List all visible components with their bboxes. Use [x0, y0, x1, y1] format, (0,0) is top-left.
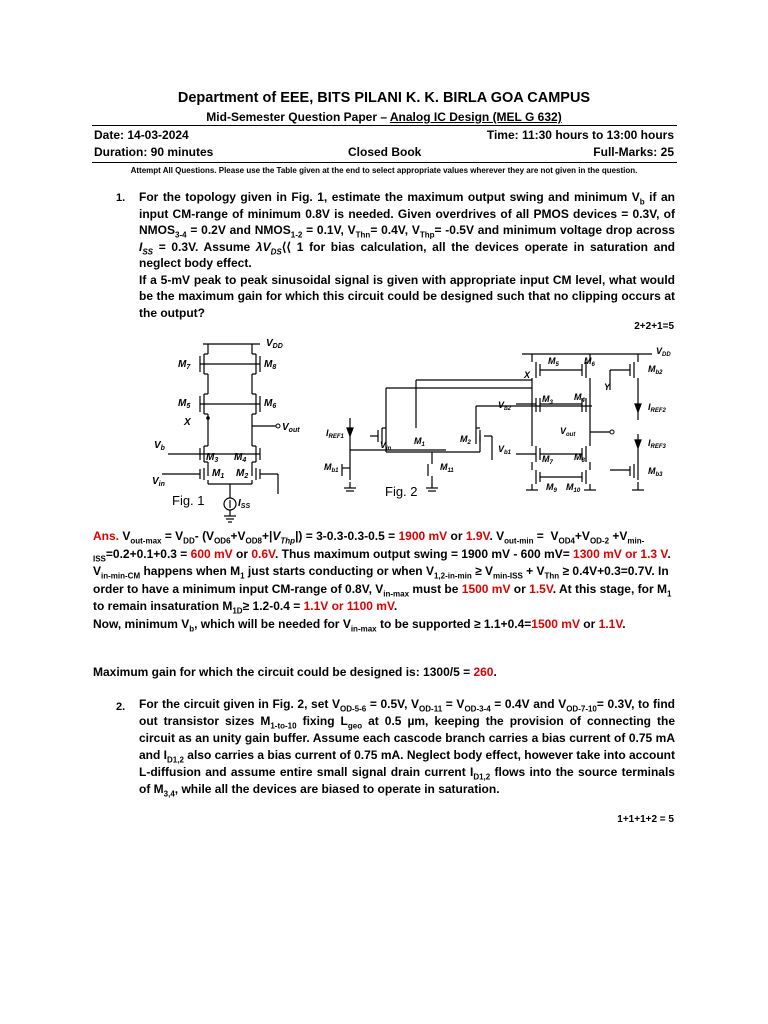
svg-text:M11	[440, 462, 454, 474]
svg-text:Vb2	[498, 400, 512, 412]
fig2-vin-sub: in	[386, 446, 392, 452]
fig1-m8-sub: 8	[272, 364, 277, 371]
fig1-vin: V	[152, 476, 159, 487]
fig2-mb1-sub: b1	[331, 468, 339, 474]
svg-text:M1	[414, 436, 426, 448]
fig1-vout: V	[282, 422, 289, 433]
svg-text:Vin	[152, 476, 165, 488]
fig1-m3-sub: 3	[214, 457, 219, 464]
fig2-m8: M	[574, 452, 582, 462]
svg-text:VDD	[266, 338, 283, 350]
fig2-vb1: V	[498, 444, 505, 454]
fig2-m5: M	[548, 356, 556, 366]
svg-text:M4	[574, 392, 586, 404]
svg-text:M10	[566, 482, 581, 494]
exam-duration: Duration: 90 minutes	[94, 145, 214, 159]
fig2-mb3: M	[648, 466, 656, 476]
fig2-vout-sub: out	[566, 432, 576, 438]
fig2-iref2: I	[648, 402, 651, 412]
fig1-iss-sub: SS	[240, 503, 251, 510]
fig2-m4: M	[574, 392, 582, 402]
fig2-vb2: V	[498, 400, 505, 410]
instructions: Attempt All Questions. Please use the Table given at the end to select appropriate values wherever they are not given in the question.	[130, 166, 638, 175]
q1-max-gain: Maximum gain for which the circuit could be designed is: 1300/5 = 260.	[93, 665, 497, 679]
fig1-vdd-sub: DD	[272, 343, 283, 350]
fig2-m3: M	[542, 394, 550, 404]
svg-text:M5	[178, 398, 190, 410]
svg-text:M9	[546, 482, 558, 494]
fig2-vb1-sub: b1	[504, 450, 512, 456]
fig2-m7: M	[542, 454, 550, 464]
fig2-m7-sub: 7	[549, 460, 553, 466]
fig2-m9-sub: 9	[553, 488, 557, 494]
fig1-vin-sub: in	[158, 481, 165, 488]
svg-text:Mb3	[648, 466, 663, 478]
fig2-caption: Fig. 2	[385, 484, 418, 499]
svg-text:M2	[460, 434, 472, 446]
svg-text:M8	[574, 452, 586, 464]
fig2-iref2-sub: REF2	[650, 408, 666, 414]
paper-prefix: Mid-Semester Question Paper –	[206, 110, 390, 124]
svg-text:M6	[264, 398, 276, 410]
svg-text:VDD	[656, 346, 671, 358]
fig2-mb2-sub: b2	[655, 370, 663, 376]
q1-number: 1.	[116, 192, 126, 204]
svg-text:IREF3	[648, 438, 667, 450]
exam-date: Date: 14-03-2024	[94, 128, 189, 142]
svg-text:Mb1	[324, 462, 339, 474]
fig1-vb: V	[154, 440, 161, 451]
fig2-m1: M	[414, 436, 422, 446]
fig2-m9: M	[546, 482, 554, 492]
fig1-m6: M	[264, 398, 273, 409]
fig1-m4: M	[234, 452, 243, 463]
svg-text:M1	[212, 468, 224, 480]
fig1-m7: M	[178, 359, 187, 370]
department-title: Department of EEE, BITS PILANI K. K. BIRLA GOA CAMPUS	[177, 90, 591, 106]
fig1-x: X	[184, 417, 191, 428]
fig2-x: X	[524, 370, 531, 380]
fig2-mb3-sub: b3	[655, 472, 663, 478]
fig1-iss: I	[238, 498, 241, 509]
fig2-m3-sub: 3	[549, 400, 553, 406]
header-rule-top	[92, 125, 677, 126]
fig2-vb2-sub: b2	[504, 406, 512, 412]
fig2-m10: M	[566, 482, 574, 492]
full-marks: Full-Marks: 25	[593, 145, 674, 159]
closed-book: Closed Book	[348, 145, 422, 159]
fig2-m6: M	[584, 356, 592, 366]
paper-subtitle	[0, 110, 768, 124]
svg-text:IREF2	[648, 402, 667, 414]
fig1-m7-sub: 7	[186, 364, 191, 371]
header-rule-bottom	[92, 162, 677, 163]
fig2-m6-sub: 6	[591, 362, 595, 368]
q1-text: For the topology given in Fig. 1, estimate the maximum output swing and minimum $V_b$ if an input CM-range of minimum 0.8V is needed. Given overdrives of all PMOS devices = 0.3V, of $NMOS_{3-4} = 0.2V$ and $NMOS_{1-2} = 0.1V$, $V_{Thn}= 0.4V$, $V_{Thp}= -0.5V$ and minimum voltage drop across $I_{SS} = 0.3V$. Assume $\lambda V_{DS}⟨⟨$ 1 for bias calculation, all the devices operate in saturation and neglect body effect. If a 5-mV peak to peak sinusoidal signal is given with appropriate input CM level, what would be the maximum gain for which this circuit could be designed such that no clipping occurs at the output?	[139, 190, 675, 320]
fig2-m5-sub: 5	[555, 362, 559, 368]
course-name: Analog IC Design (MEL G 632)	[389, 110, 562, 124]
svg-text:M2	[236, 468, 248, 480]
fig1-m8: M	[264, 359, 273, 370]
exam-time: Time: 11:30 hours to 13:00 hours	[486, 128, 674, 142]
fig1-caption: Fig. 1	[172, 493, 205, 508]
fig2-vin: V	[380, 440, 387, 450]
fig2-m11: M	[440, 462, 448, 472]
fig2-iref1: I	[326, 428, 329, 438]
fig2-vdd: V	[656, 346, 663, 356]
fig1-m2-sub: 2	[244, 473, 249, 480]
fig1-m2: M	[236, 468, 245, 479]
fig1-m4-sub: 4	[242, 457, 247, 464]
q2-number: 2.	[116, 701, 126, 713]
fig2-iref3: I	[648, 438, 651, 448]
fig2-vout: V	[560, 426, 567, 436]
fig1-m1-sub: 1	[220, 473, 225, 480]
fig2-m10-sub: 10	[573, 488, 581, 494]
fig1-vout-sub: out	[288, 427, 300, 434]
fig2-mb2: M	[648, 364, 656, 374]
svg-text:M8	[264, 359, 276, 371]
fig2-m4-sub: 4	[581, 398, 585, 404]
svg-text:Vout	[560, 426, 576, 438]
fig1-m3: M	[206, 452, 215, 463]
fig1-m5: M	[178, 398, 187, 409]
fig2-m11-sub: 11	[447, 468, 454, 474]
fig2-iref1-sub: REF1	[328, 434, 344, 440]
fig2-iref3-sub: REF3	[650, 444, 666, 450]
svg-text:Vb1	[498, 444, 512, 456]
svg-text:ISS	[238, 498, 250, 510]
fig2-circuit	[322, 340, 684, 498]
svg-text:M7	[178, 359, 191, 371]
svg-text:Vb	[154, 440, 166, 452]
fig1-vb-sub: b	[160, 445, 165, 452]
fig1-vdd: V	[266, 338, 273, 349]
svg-text:M5	[548, 356, 560, 368]
fig1-m5-sub: 5	[186, 403, 191, 410]
q2-text: For the circuit given in Fig. 2, set $V_{OD-5-6} = 0.5V$, $V_{OD-11} = V_{OD-3-4} = 0.4V$ and $V_{OD-7-10}= 0.3V$, to find out transistor sizes $M_{1-to-10}$ fixing $L_{geo}$ at 0.5 µm, keeping the provision of connecting the circuit as an unity gain buffer. Assume each cascode branch carries a bias current of 0.75 mA and $I_{D1,2}$ also carries a bias current of 0.75 mA. Neglect body effect, however take into account L-diffusion and assume entire small signal drain current $I_{D1,2}$ flows into the source terminals of $M_{3,4}$, while all the devices are biased to operate in saturation.	[139, 697, 675, 799]
svg-text:IREF1	[326, 428, 345, 440]
svg-text:Mb2	[648, 364, 663, 376]
q2-marks: 1+1+1+2 = 5	[617, 814, 674, 825]
svg-text:M7	[542, 454, 554, 466]
q1-answer: Ans. $V_{out-max} = V_{DD}-$ $(V_{OD6}+V_{OD8}+|V_{Thp}|) = 3-0.3-0.3-0.5 = 1900$ mV or 1.9V. $V_{out-min} = V_{OD4}+V_{OD-2} +V_{min-ISS}=0.2+0.1+0.3 = 600$ mV or 0.6V. Thus maximum output swing = 1900 mV - 600 mV= 1300 mV or 1.3 V. $V_{in-min-CM}$ happens when $M_1$ just starts conducting or when $V_{1,2-in-min} \ge V_{min-ISS} + V_{Thn} \ge 0.4V+0.3=0.7V$. In order to have a minimum input CM-range of 0.8V, $V_{in-max}$ must be 1500 mV or 1.5V. At this stage, for $M_1$ to remain insaturation $M_{1D}\ge 1.2-0.4 = 1.1V$ or 1100 mV. Now, minimum $V_b$, which will be needed for $V_{in-max}$ to be supported ≥ 1.1+0.4=1500 mV or 1.1V.	[93, 529, 672, 633]
fig1-m1: M	[212, 468, 221, 479]
fig2-mb1: M	[324, 462, 332, 472]
fig1-m6-sub: 6	[272, 403, 277, 410]
fig2-vdd-sub: DD	[662, 352, 671, 358]
fig2-y: Y	[604, 382, 611, 392]
svg-text:Vout	[282, 422, 300, 434]
q1-marks: 2+2+1=5	[634, 321, 674, 332]
fig2-m8-sub: 8	[581, 458, 585, 464]
fig2-m2: M	[460, 434, 468, 444]
fig2-m2-sub: 2	[467, 440, 471, 446]
fig2-m1-sub: 1	[421, 442, 425, 448]
